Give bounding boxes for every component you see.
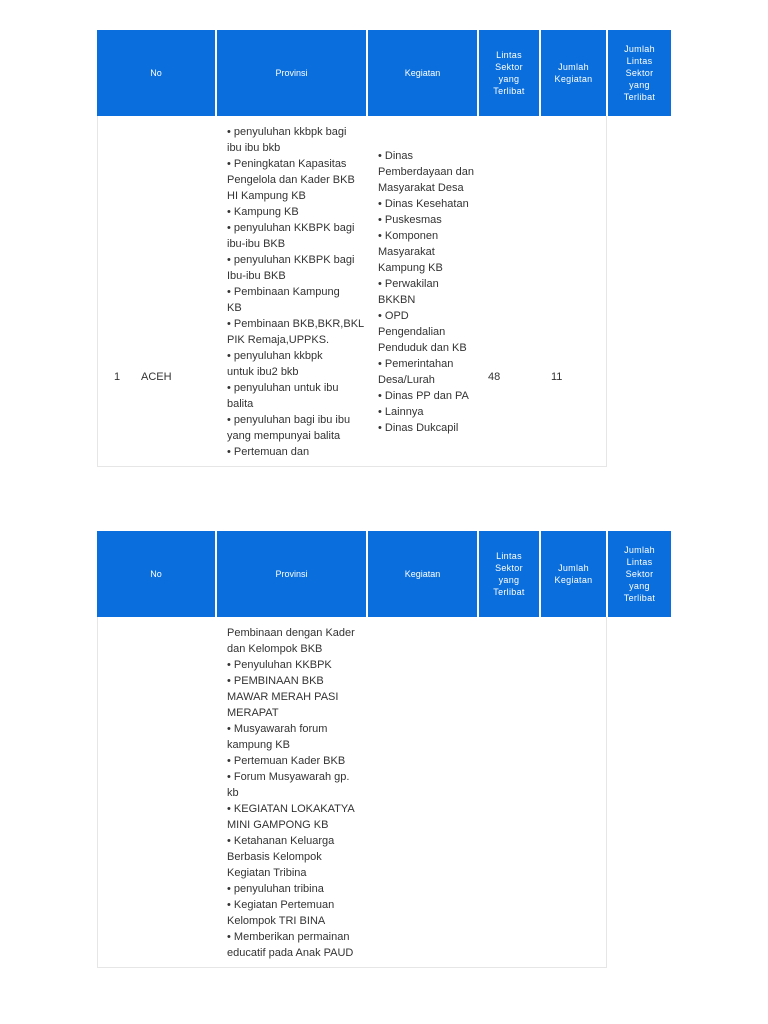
cell-kegiatan — [227, 625, 363, 961]
header-text-line: Lintas — [626, 56, 653, 66]
header-lintas-sektor — [479, 30, 539, 116]
cell-text-line: • Pertemuan dan — [227, 446, 310, 458]
cell-text-line: Desa/Lurah — [378, 374, 435, 386]
header-jumlah-kegiatan — [541, 30, 606, 116]
header-text-line: Sektor — [625, 68, 654, 78]
cell-text-line: • Dinas Kesehatan — [378, 198, 469, 210]
header-text-line: Jumlah — [558, 62, 589, 72]
cell-text-line: • Kegiatan Pertemuan — [227, 899, 335, 911]
cell-text-line: • Penyuluhan KKBPK — [227, 659, 332, 671]
cell-text-line: PIK Remaja,UPPKS. — [227, 334, 330, 346]
cell-text-line: untuk ibu2 bkb — [227, 366, 299, 378]
cell-text-line: Kegiatan Tribina — [227, 867, 307, 879]
cell-text-line: • Kampung KB — [227, 206, 299, 218]
cell-text-line: yang mempunyai balita — [227, 430, 341, 442]
cell-text-line: Pemberdayaan dan — [378, 166, 475, 178]
cell-text-line: kampung KB — [227, 739, 290, 751]
cell-kegiatan — [227, 124, 363, 460]
cell-text-line: ibu-ibu BKB — [227, 238, 286, 250]
header-text-line: yang — [629, 80, 650, 90]
cell-text-line: • penyuluhan tribina — [227, 883, 324, 895]
cell-text-line: • penyuluhan untuk ibu — [227, 382, 339, 394]
cell-text-line: • penyuluhan KKBPK bagi — [227, 254, 355, 266]
cell-text-line: • Pemerintahan — [378, 358, 454, 370]
header-text-line: Terlibat — [493, 587, 525, 597]
header-no — [97, 531, 215, 617]
cell-text-line: Penduduk dan KB — [378, 342, 467, 354]
cell-text-line: • penyuluhan bagi ibu ibu — [227, 414, 351, 426]
cell-text-line: • KEGIATAN LOKAKATYA — [227, 803, 355, 815]
header-text-line: Kegiatan — [554, 74, 593, 84]
cell-text-line: kb — [227, 787, 239, 799]
cell-text-line: • Pertemuan Kader BKB — [227, 755, 346, 767]
cell-text-line: BKKBN — [378, 294, 416, 306]
header-provinsi-label: Provinsi — [275, 68, 308, 78]
header-provinsi — [217, 531, 366, 617]
cell-text-line: Berbasis Kelompok — [227, 851, 322, 863]
cell-text-line: ibu ibu bkb — [227, 142, 281, 154]
cell-text-line: • Pembinaan BKB,BKR,BKL — [227, 318, 365, 330]
cell-text-line: • penyuluhan kkbpk bagi — [227, 126, 347, 138]
cell-text-line: • Musyawarah forum — [227, 723, 328, 735]
header-text-line: Lintas — [496, 50, 522, 60]
cell-text-line: • Ketahanan Keluarga — [227, 835, 335, 847]
cell-text-line: Pengendalian — [378, 326, 446, 338]
cell-text-line: • PEMBINAAN BKB — [227, 675, 324, 687]
cell-text-line: • Pembinaan Kampung — [227, 286, 340, 298]
cell-text-line: • Lainnya — [378, 406, 424, 418]
cell-text-line: MINI GAMPONG KB — [227, 819, 329, 831]
cell-text-line: • Dinas Dukcapil — [378, 422, 459, 434]
header-text-line: Lintas — [626, 557, 653, 567]
data-table-2 — [97, 531, 671, 968]
header-text-line: Lintas — [496, 551, 522, 561]
header-text-line: Terlibat — [623, 92, 656, 102]
header-jumlah-lintas-sektor — [608, 30, 671, 116]
header-provinsi — [217, 30, 366, 116]
cell-text-line: • penyuluhan KKBPK bagi — [227, 222, 355, 234]
header-text-line: Terlibat — [623, 593, 656, 603]
cell-jumlah-kegiatan: 48 — [488, 371, 501, 383]
cell-text-line: • Dinas — [378, 150, 414, 162]
header-jumlah-kegiatan — [541, 531, 606, 617]
data-table-1 — [97, 30, 671, 467]
header-no — [97, 30, 215, 116]
header-text-line: yang — [629, 581, 650, 591]
header-lintas-sektor — [479, 531, 539, 617]
cell-text-line: • Dinas PP dan PA — [378, 390, 469, 402]
header-jumlah-lintas-sektor — [608, 531, 671, 617]
cell-text-line: MAWAR MERAH PASI — [227, 691, 339, 703]
cell-text-line: KB — [227, 302, 242, 314]
cell-text-line: • Peningkatan Kapasitas — [227, 158, 347, 170]
header-text-line: Sektor — [495, 563, 523, 573]
cell-text-line: Kampung KB — [378, 262, 443, 274]
cell-text-line: • OPD — [378, 310, 409, 322]
cell-text-line: • Puskesmas — [378, 214, 442, 226]
cell-text-line: • penyuluhan kkbpk — [227, 350, 323, 362]
header-text-line: Sektor — [495, 62, 523, 72]
table-row — [97, 116, 607, 467]
cell-text-line: educatif pada Anak PAUD — [227, 947, 354, 959]
cell-text-line: • Perwakilan — [378, 278, 439, 290]
cell-text-line: Kelompok TRI BINA — [227, 915, 326, 927]
cell-text-line: Masyarakat Desa — [378, 182, 464, 194]
cell-text-line: • Forum Musyawarah gp. — [227, 771, 350, 783]
cell-text-line: dan Kelompok BKB — [227, 643, 323, 655]
cell-text-line: Pengelola dan Kader BKB — [227, 174, 355, 186]
header-text-line: Jumlah — [624, 545, 655, 555]
header-kegiatan — [368, 531, 477, 617]
cell-no: 1 — [114, 371, 121, 383]
header-no-label: No — [150, 68, 162, 78]
header-text-line: yang — [498, 575, 520, 585]
cell-text-line: • Komponen — [378, 230, 439, 242]
header-text-line: Jumlah — [558, 563, 589, 573]
header-kegiatan-label: Kegiatan — [404, 68, 441, 78]
header-text-line: Sektor — [625, 569, 654, 579]
cell-text-line: HI Kampung KB — [227, 190, 306, 202]
cell-text-line: MERAPAT — [227, 707, 279, 719]
cell-text-line: • Memberikan permainan — [227, 931, 350, 943]
table-row — [97, 617, 607, 968]
cell-text-line: Masyarakat — [378, 246, 435, 258]
header-kegiatan — [368, 30, 477, 116]
header-no-label: No — [150, 569, 162, 579]
header-provinsi-label: Provinsi — [275, 569, 308, 579]
cell-provinsi: ACEH — [141, 371, 172, 383]
header-text-line: yang — [498, 74, 520, 84]
cell-jumlah-lintas: 11 — [551, 371, 563, 383]
cell-text-line: Ibu-ibu BKB — [227, 270, 286, 282]
header-text-line: Kegiatan — [554, 575, 593, 585]
cell-text-line: balita — [227, 398, 254, 410]
header-kegiatan-label: Kegiatan — [404, 569, 441, 579]
cell-lintas-sektor — [378, 148, 478, 436]
header-text-line: Jumlah — [624, 44, 655, 54]
header-text-line: Terlibat — [493, 86, 525, 96]
cell-text-line: Pembinaan dengan Kader — [227, 627, 355, 639]
